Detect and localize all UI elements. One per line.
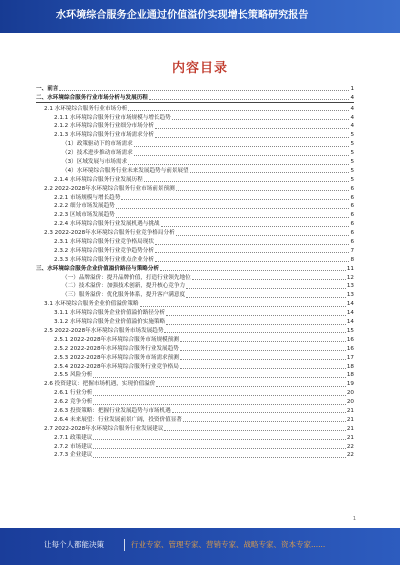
toc-entry-page: 14	[346, 310, 354, 317]
toc-leader-dots	[160, 270, 346, 271]
toc-entry-text: 2.1.4 水环境综合服务行业发展历程	[54, 176, 143, 183]
toc-leader-dots	[183, 421, 346, 422]
toc-entry-page: 6	[350, 212, 354, 219]
toc-entry[interactable]	[36, 442, 354, 451]
toc-entry[interactable]	[36, 264, 354, 273]
toc-entry[interactable]	[36, 139, 354, 148]
toc-entry-text: 2.6.1 行业分析	[54, 390, 93, 397]
toc-entry[interactable]	[36, 371, 354, 380]
toc-leader-dots	[166, 324, 346, 325]
toc-entry[interactable]	[36, 202, 354, 211]
toc-entry-page: 6	[350, 203, 354, 210]
toc-entry-page: 4	[350, 114, 354, 121]
toc-entry[interactable]	[36, 388, 354, 397]
toc-leader-dots	[140, 306, 346, 307]
footer-divider	[124, 539, 125, 551]
toc-entry-page: 4	[350, 94, 354, 101]
toc-entry[interactable]	[36, 406, 354, 415]
toc-entry-page: 21	[346, 416, 354, 423]
toc-entry-page: 5	[350, 159, 354, 166]
toc-entry-text: 2.6 投资建议：把握市场机遇，实现价值溢价	[44, 381, 156, 388]
toc-leader-dots	[186, 288, 346, 289]
toc-leader-dots	[155, 252, 350, 253]
toc-entry-page: 4	[350, 123, 354, 130]
toc-entry-page: 5	[350, 167, 354, 174]
toc-entry-page: 14	[346, 301, 354, 308]
toc-entry-text: 2.3.3 水环境综合服务行业重点企业分析	[54, 256, 154, 263]
toc-leader-dots	[121, 199, 349, 200]
toc-entry-text: 2.2.4 水环境综合服务行业发展机遇与挑战	[54, 221, 160, 228]
toc-entry-text: （一）品牌溢价：提升品牌价值，打造行业领先地位	[62, 274, 191, 281]
toc-entry[interactable]	[36, 148, 354, 157]
toc-entry[interactable]	[36, 219, 354, 228]
toc-entry[interactable]	[36, 308, 354, 317]
toc-entry-page: 22	[346, 452, 354, 459]
toc-entry-page: 5	[350, 141, 354, 148]
toc-entry-page: 22	[346, 443, 354, 450]
toc-entry[interactable]	[36, 255, 354, 264]
toc-entry-text: 3.1.2 水环境综合服务企业价值溢价实施策略	[54, 319, 166, 326]
toc-entry-page: 21	[346, 434, 354, 441]
toc-entry-text: 2.2.3 区域市场发展趋势	[54, 212, 115, 219]
toc-entry-page: 5	[350, 132, 354, 139]
toc-entry-page: 17	[346, 354, 354, 361]
toc-entry[interactable]	[36, 415, 354, 424]
toc-entry[interactable]	[36, 362, 354, 371]
toc-leader-dots	[176, 235, 350, 236]
footer-slogan: 让每个人都能决策	[44, 540, 104, 549]
toc-leader-dots	[134, 155, 350, 156]
toc-leader-dots	[180, 368, 346, 369]
toc-leader-dots	[192, 279, 346, 280]
toc-entry-page: 6	[350, 239, 354, 246]
toc-entry[interactable]	[36, 166, 354, 175]
report-header-bar	[0, 0, 400, 33]
toc-leader-dots	[116, 217, 350, 218]
toc-leader-dots	[155, 244, 350, 245]
toc-entry-text: 3.1.1 水环境综合服务企业价值溢价路径分析	[54, 310, 166, 317]
toc-entry-page: 6	[350, 230, 354, 237]
toc-leader-dots	[172, 119, 350, 120]
toc-entry[interactable]	[36, 210, 354, 219]
toc-entry-page: 14	[346, 319, 354, 326]
toc-leader-dots	[190, 172, 350, 173]
toc-leader-dots	[93, 448, 345, 449]
page-number: 1	[352, 516, 356, 522]
toc-entry-page: 6	[350, 194, 354, 201]
toc-leader-dots	[149, 99, 350, 100]
toc-leader-dots	[186, 297, 346, 298]
toc-entry-text: 2.3.2 水环境综合服务行业竞争趋势分析	[54, 247, 154, 254]
toc-entry[interactable]	[36, 335, 354, 344]
toc-entry-text: 一、前言	[36, 85, 59, 92]
toc-entry[interactable]	[36, 246, 354, 255]
toc-entry[interactable]	[36, 273, 354, 282]
toc-entry-page: 11	[346, 265, 354, 272]
toc-entry-page: 20	[346, 390, 354, 397]
toc-entry[interactable]	[36, 290, 354, 299]
toc-leader-dots	[180, 359, 346, 360]
toc-entry-page: 1	[350, 85, 354, 92]
toc-leader-dots	[93, 457, 345, 458]
toc-entry-page: 6	[350, 221, 354, 228]
toc-entry[interactable]	[36, 193, 354, 202]
toc-entry[interactable]	[36, 317, 354, 326]
footer-experts: 行业专家、管理专家、营销专家、战略专家、资本专家......	[131, 540, 326, 549]
toc-entry-page: 21	[346, 425, 354, 432]
toc-entry[interactable]	[36, 93, 354, 102]
toc-entry-page: 15	[346, 327, 354, 334]
toc-leader-dots	[156, 386, 346, 387]
toc-entry[interactable]	[36, 228, 354, 237]
toc-leader-dots	[164, 430, 345, 431]
toc-entry-text: 三、水环境综合服务企业价值溢价路径与策略分析	[36, 265, 160, 272]
toc-entry[interactable]	[36, 104, 354, 113]
toc-entry-text: 2.5.3 2022-2028年水环境综合服务市场需求预测	[54, 354, 179, 361]
toc-entry-text: 2.2.1 市场规模与增长趋势	[54, 194, 121, 201]
footer-bar	[0, 528, 400, 565]
toc-entry-page: 19	[346, 381, 354, 388]
toc-leader-dots	[116, 208, 350, 209]
toc-entry[interactable]	[36, 175, 354, 184]
toc-entry-text: 2.1.2 水环境综合服务行业细分市场分析	[54, 123, 154, 130]
toc-entry-page: 16	[346, 345, 354, 352]
toc-leader-dots	[164, 332, 345, 333]
toc-entry-text: （4）水环境综合服务行业未来发展趋势与前景展望	[62, 167, 189, 174]
toc-entry[interactable]	[36, 379, 354, 388]
toc-entry[interactable]	[36, 397, 354, 406]
toc-leader-dots	[128, 110, 349, 111]
toc-leader-dots	[180, 341, 346, 342]
toc-entry[interactable]	[36, 299, 354, 308]
toc-entry-text: 2.6.2 竞争分析	[54, 399, 93, 406]
toc-entry-page: 4	[350, 105, 354, 112]
toc-entry-text: 2.1.3 水环境综合服务行业市场需求分析	[54, 132, 154, 139]
toc-leader-dots	[172, 412, 346, 413]
toc-entry-page: 7	[350, 247, 354, 254]
toc-entry-page: 20	[346, 399, 354, 406]
toc-entry[interactable]	[36, 84, 354, 93]
toc-entry-text: 2.5.4 2022-2028年水环境综合服务行业竞争格局	[54, 363, 179, 370]
toc-entry-text: 2.1 水环境综合服务行业市场分析	[44, 105, 128, 112]
toc-entry-page: 8	[350, 256, 354, 263]
toc-entry-text: 2.5.5 风险分析	[54, 372, 93, 379]
toc-entry-text: 2.7.2 市场建议	[54, 443, 93, 450]
toc-leader-dots	[93, 404, 345, 405]
toc-leader-dots	[93, 395, 345, 396]
toc-entry-text: 3.1 水环境综合服务企业价值溢价策略	[44, 301, 139, 308]
toc-leader-dots	[59, 90, 349, 91]
toc-leader-dots	[155, 261, 350, 262]
toc-leader-dots	[166, 315, 346, 316]
toc-entry-text: 2.7.1 政策建议	[54, 434, 93, 441]
toc-entry-text: （3）区域发展与市场需求	[62, 159, 128, 166]
toc-entry[interactable]	[36, 433, 354, 442]
toc-entry-text: 2.2 2022-2028年水环境综合服务行业市场前景预测	[44, 185, 175, 192]
toc-entry-page: 6	[350, 185, 354, 192]
toc-heading: 内容目录	[171, 61, 228, 76]
toc-entry[interactable]	[36, 157, 354, 166]
toc-entry[interactable]	[36, 451, 354, 460]
toc-entry-page: 13	[346, 292, 354, 299]
toc-entry[interactable]	[36, 122, 354, 131]
toc-entry[interactable]	[36, 344, 354, 353]
toc-leader-dots	[161, 226, 350, 227]
toc-leader-dots	[180, 350, 346, 351]
toc-entry[interactable]	[36, 353, 354, 362]
toc-entry-text: 2.3 2022-2028年水环境综合服务行业竞争格局分析	[44, 230, 175, 237]
toc-entry-page: 18	[346, 363, 354, 370]
toc-entry-page: 12	[346, 274, 354, 281]
toc-entry[interactable]	[36, 113, 354, 122]
toc-entry-text: 二、水环境综合服务行业市场分析与发展历程	[36, 94, 148, 101]
toc-entry-text: 2.1.1 水环境综合服务行业市场规模与增长趋势	[54, 114, 171, 121]
toc-entry-text: 2.5.1 2022-2028年水环境综合服务市场规模预测	[54, 336, 179, 343]
toc-entry-page: 21	[346, 407, 354, 414]
toc-leader-dots	[155, 137, 350, 138]
toc-entry-page: 5	[350, 150, 354, 157]
toc-leader-dots	[176, 190, 350, 191]
toc-entry[interactable]	[36, 424, 354, 433]
toc-entry-text: 2.5.2 2022-2028年水环境综合服务行业发展趋势	[54, 345, 179, 352]
toc-entry-text: 2.2.2 细分市场发展趋势	[54, 203, 115, 210]
toc-leader-dots	[155, 128, 350, 129]
toc-entry-text: 2.5 2022-2028年水环境综合服务市场发展趋势	[44, 327, 164, 334]
toc-entry-text: 2.7 2022-2028年水环境综合服务行业发展建议	[44, 425, 164, 432]
toc-entry-page: 5	[350, 176, 354, 183]
toc-leader-dots	[144, 181, 350, 182]
toc-entry-text: 2.3.1 水环境综合服务行业竞争格局现状	[54, 239, 154, 246]
toc-leader-dots	[93, 439, 345, 440]
toc-entry-text: （三）服务溢价：优化服务体系，提升客户满意度	[62, 292, 186, 299]
toc-entry[interactable]	[36, 326, 354, 335]
toc-entry-text: 2.6.3 投资策略：把握行业发展趋势与市场机遇	[54, 407, 171, 414]
toc-entry[interactable]	[36, 130, 354, 139]
toc-leader-dots	[128, 164, 349, 165]
toc-leader-dots	[134, 146, 350, 147]
table-of-contents	[36, 84, 354, 459]
toc-entry[interactable]	[36, 282, 354, 291]
toc-entry[interactable]	[36, 237, 354, 246]
toc-entry-page: 18	[346, 372, 354, 379]
toc-entry-text: （2）技术进步推动市场需求	[62, 150, 133, 157]
toc-leader-dots	[93, 377, 345, 378]
toc-entry-text: （二）技术溢价：加强技术创新，提升核心竞争力	[62, 283, 186, 290]
toc-entry-text: （1）政策驱动下的市场需求	[62, 141, 133, 148]
toc-entry-page: 13	[346, 283, 354, 290]
toc-entry-page: 16	[346, 336, 354, 343]
toc-entry-text: 2.7.3 企业建议	[54, 452, 93, 459]
toc-entry[interactable]	[36, 184, 354, 193]
toc-entry-text: 2.6.4 未来展望：行业发展前景广阔，投资价值显著	[54, 416, 182, 423]
report-title: 水环境综合服务企业通过价值溢价实现增长策略研究报告	[56, 10, 309, 21]
